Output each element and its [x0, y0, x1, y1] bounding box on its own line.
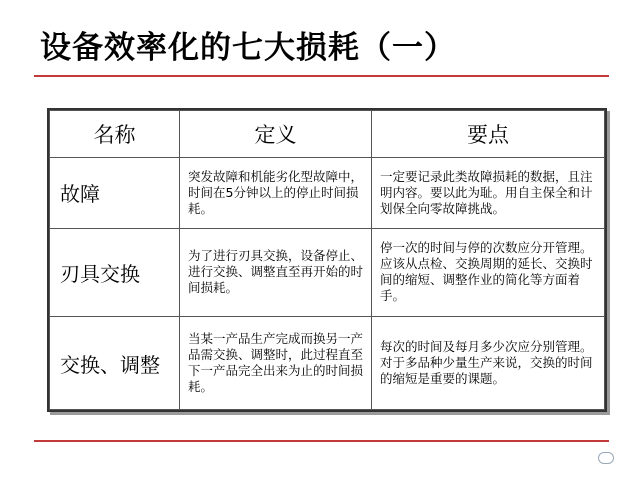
row-name: 故障 [50, 158, 180, 229]
row-definition: 突发故障和机能劣化型故障中，时间在5分钟以上的停止时间损耗。 [180, 158, 372, 229]
top-divider [34, 75, 609, 77]
row-key-points: 每次的时间及每月多少次应分别管理。对于多品种少量生产来说，交换的时间的缩短是重要的课题。 [372, 317, 605, 410]
table-row [50, 158, 605, 229]
header-definition: 定义 [180, 111, 372, 158]
row-name: 交换、调整 [50, 317, 180, 410]
table-row [50, 228, 605, 317]
bottom-divider [34, 440, 609, 442]
row-definition: 为了进行刃具交换，设备停止、进行交换、调整直至再开始的时间损耗。 [180, 228, 372, 317]
watermark [598, 452, 614, 464]
header-key-points: 要点 [372, 111, 605, 158]
loss-table [47, 108, 607, 412]
row-definition: 当某一产品生产完成而换另一产品需交换、调整时，此过程直至下一产品完全出来为止的时间损耗。 [180, 317, 372, 410]
watermark-icon [598, 452, 614, 464]
row-key-points: 停一次的时间与停的次数应分开管理。应该从点检、交换周期的延长、交换时间的缩短、调整作业的简化等方面着手。 [372, 228, 605, 317]
slide-title: 设备效率化的七大损耗（一） [40, 30, 456, 66]
table-row [50, 317, 605, 410]
header-name: 名称 [50, 111, 180, 158]
table-header-row [50, 111, 605, 158]
row-name: 刃具交换 [50, 228, 180, 317]
row-key-points: 一定要记录此类故障损耗的数据，且注明内容。要以此为耻。用自主保全和计划保全向零故障挑战。 [372, 158, 605, 229]
